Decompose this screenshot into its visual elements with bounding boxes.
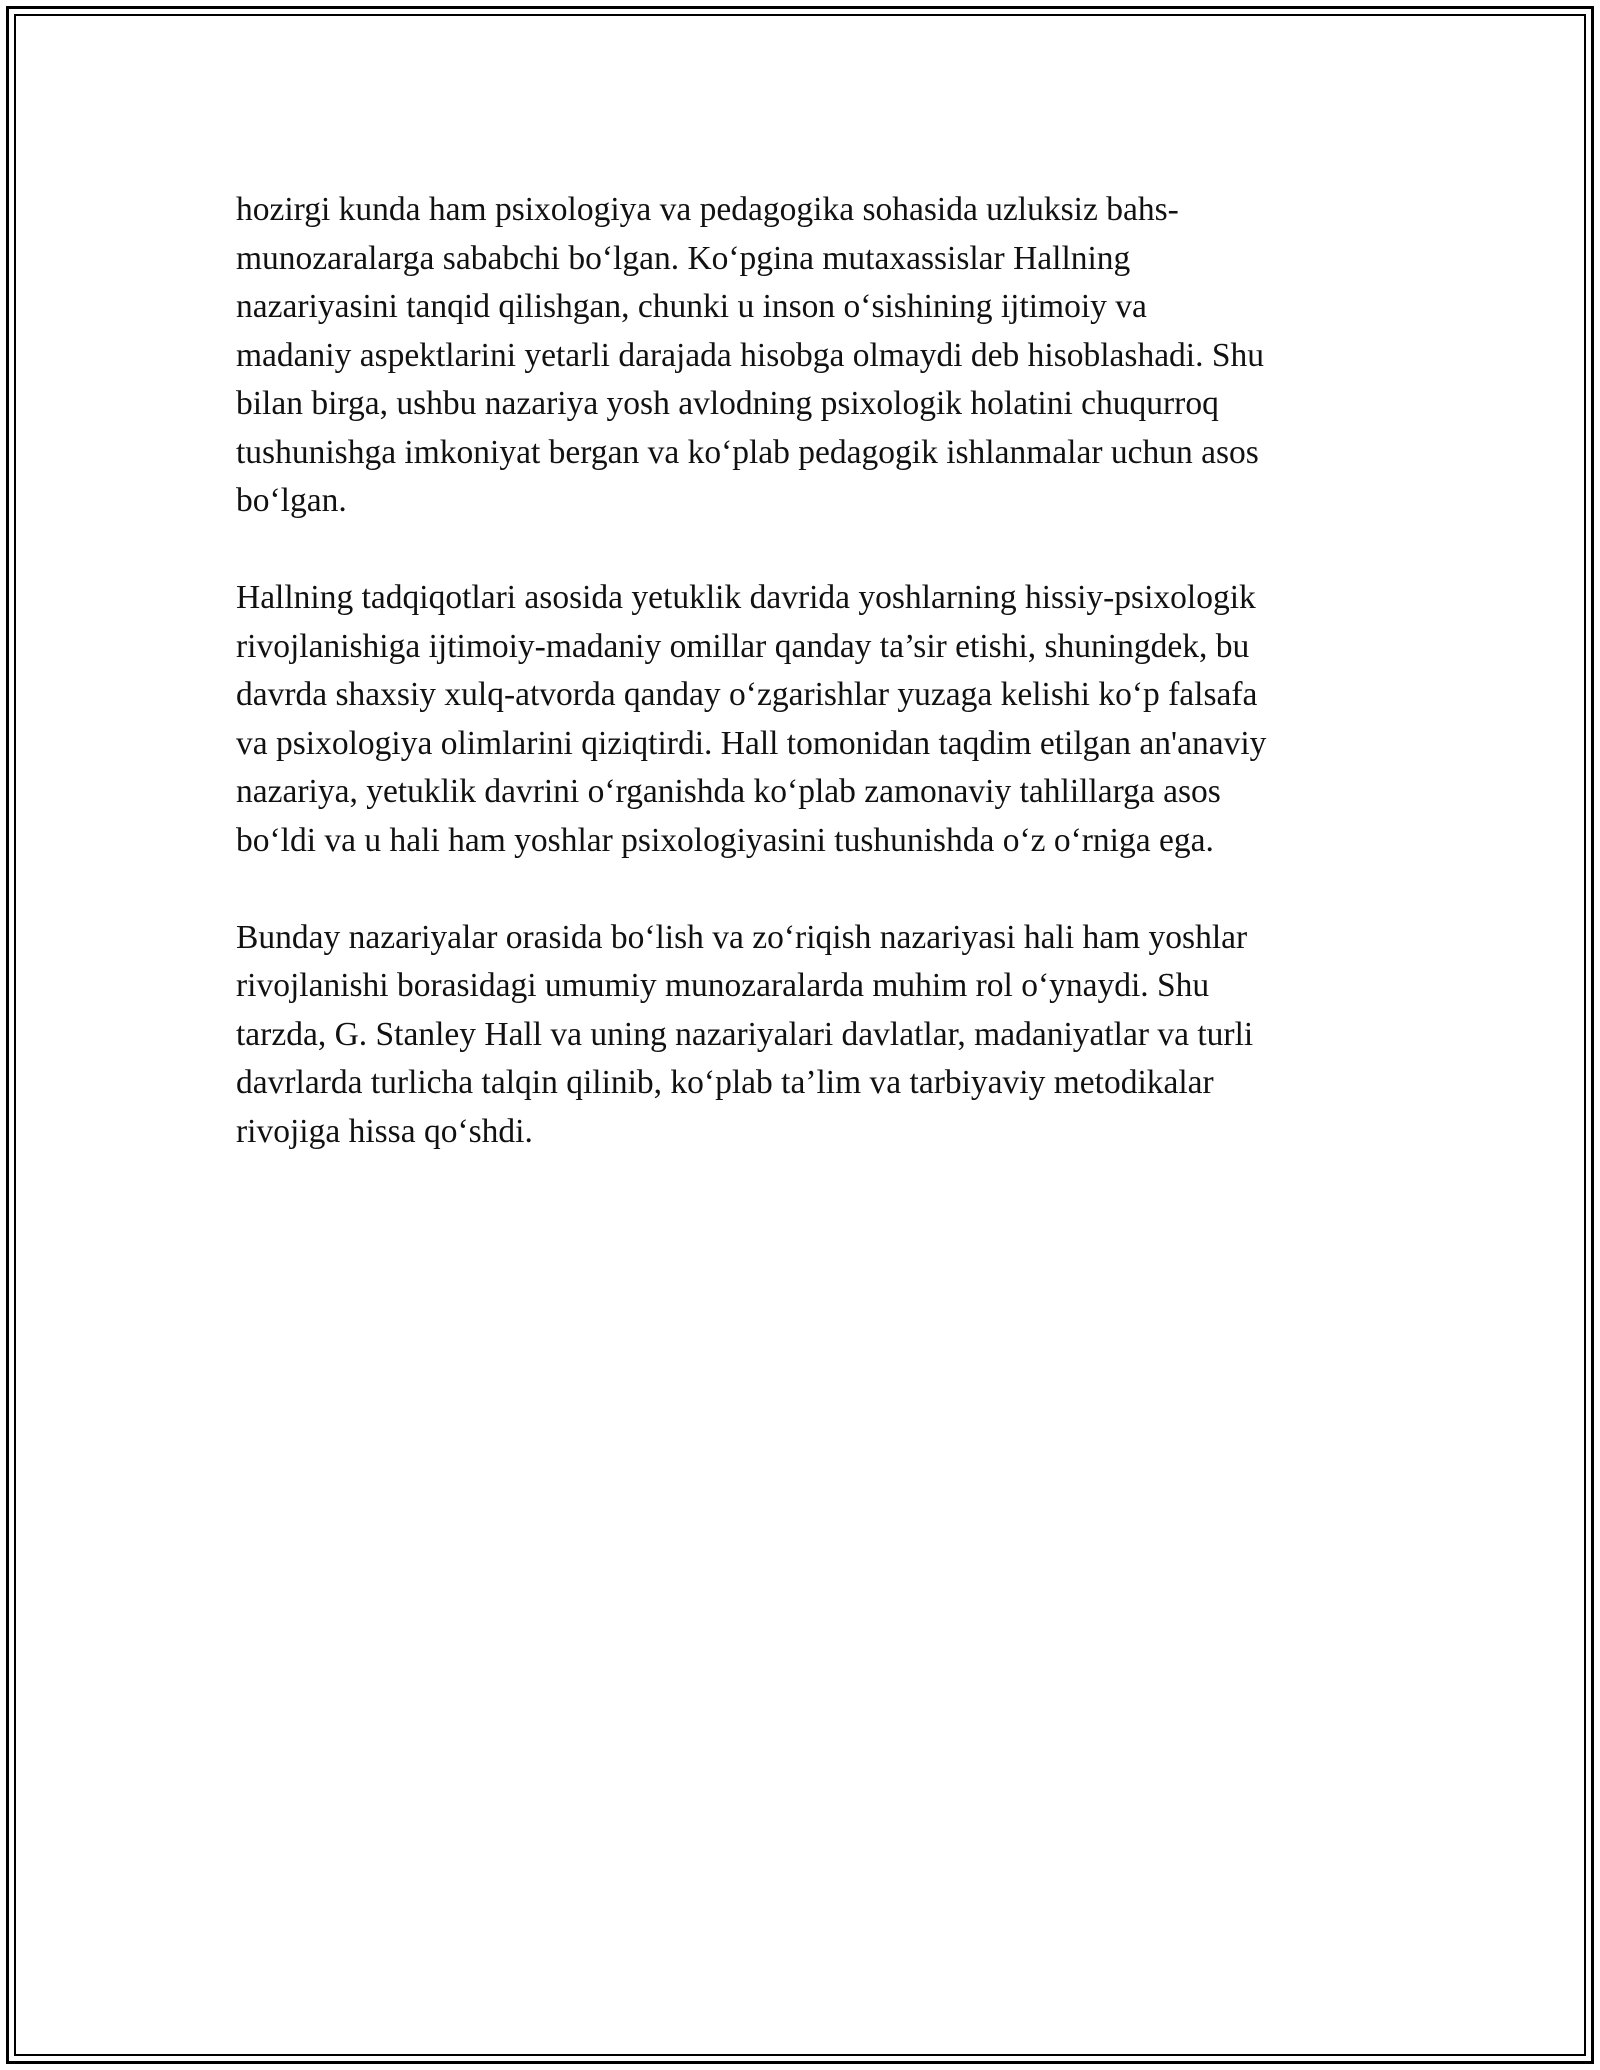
- text-line: madaniy aspektlarini yetarli darajada hisobga olmaydi deb hisoblashadi. Shu: [236, 336, 1264, 374]
- text-line: bo‘lgan.: [236, 482, 347, 519]
- paragraph-2: [236, 574, 1386, 865]
- text-line: rivojiga hissa qo‘shdi.: [236, 1112, 533, 1150]
- text-line: Hallning tadqiqotlari asosida yetuklik davrida yoshlarning hissiy-psixologik: [236, 579, 1256, 616]
- text-line: nazariyasini tanqid qilishgan, chunki u inson o‘sishining ijtimoiy va: [236, 288, 1147, 325]
- text-line: hozirgi kunda ham psixologiya va pedagogika sohasida uzluksiz bahs-: [236, 191, 1179, 228]
- text-line: rivojlanishiga ijtimoiy-madaniy omillar qanday ta’sir etishi, shuningdek, bu: [236, 627, 1250, 665]
- text-line: nazariya, yetuklik davrini o‘rganishda ko‘plab zamonaviy tahlillarga asos: [236, 773, 1221, 810]
- paragraph-3: [236, 914, 1386, 1157]
- text-line: va psixologiya olimlarini qiziqtirdi. Hall tomonidan taqdim etilgan an'anaviy: [236, 724, 1267, 762]
- text-line: davrlarda turlicha talqin qilinib, ko‘plab ta’lim va tarbiyaviy metodikalar: [236, 1064, 1214, 1101]
- text-line: tarzda, G. Stanley Hall va uning nazariyalari davlatlar, madaniyatlar va turli: [236, 1015, 1254, 1053]
- text-line: bo‘ldi va u hali ham yoshlar psixologiyasini tushunishda o‘z o‘rniga ega.: [236, 821, 1214, 859]
- text-line: munozaralarga sababchi bo‘lgan. Ko‘pgina mutaxassislar Hallning: [236, 239, 1131, 277]
- text-line: bilan birga, ushbu nazariya yosh avlodning psixologik holatini chuqurroq: [236, 385, 1219, 422]
- text-line: Bunday nazariyalar orasida bo‘lish va zo‘riqish nazariyasi hali ham yoshlar: [236, 918, 1248, 956]
- text-line: tushunishga imkoniyat bergan va ko‘plab pedagogik ishlanmalar uchun asos: [236, 433, 1259, 471]
- paragraph-1: [236, 186, 1386, 526]
- text-line: davrda shaxsiy xulq-atvorda qanday o‘zgarishlar yuzaga kelishi ko‘p falsafa: [236, 676, 1258, 713]
- document-body: [236, 186, 1386, 1205]
- text-line: rivojlanishi borasidagi umumiy munozaralarda muhim rol o‘ynaydi. Shu: [236, 967, 1210, 1004]
